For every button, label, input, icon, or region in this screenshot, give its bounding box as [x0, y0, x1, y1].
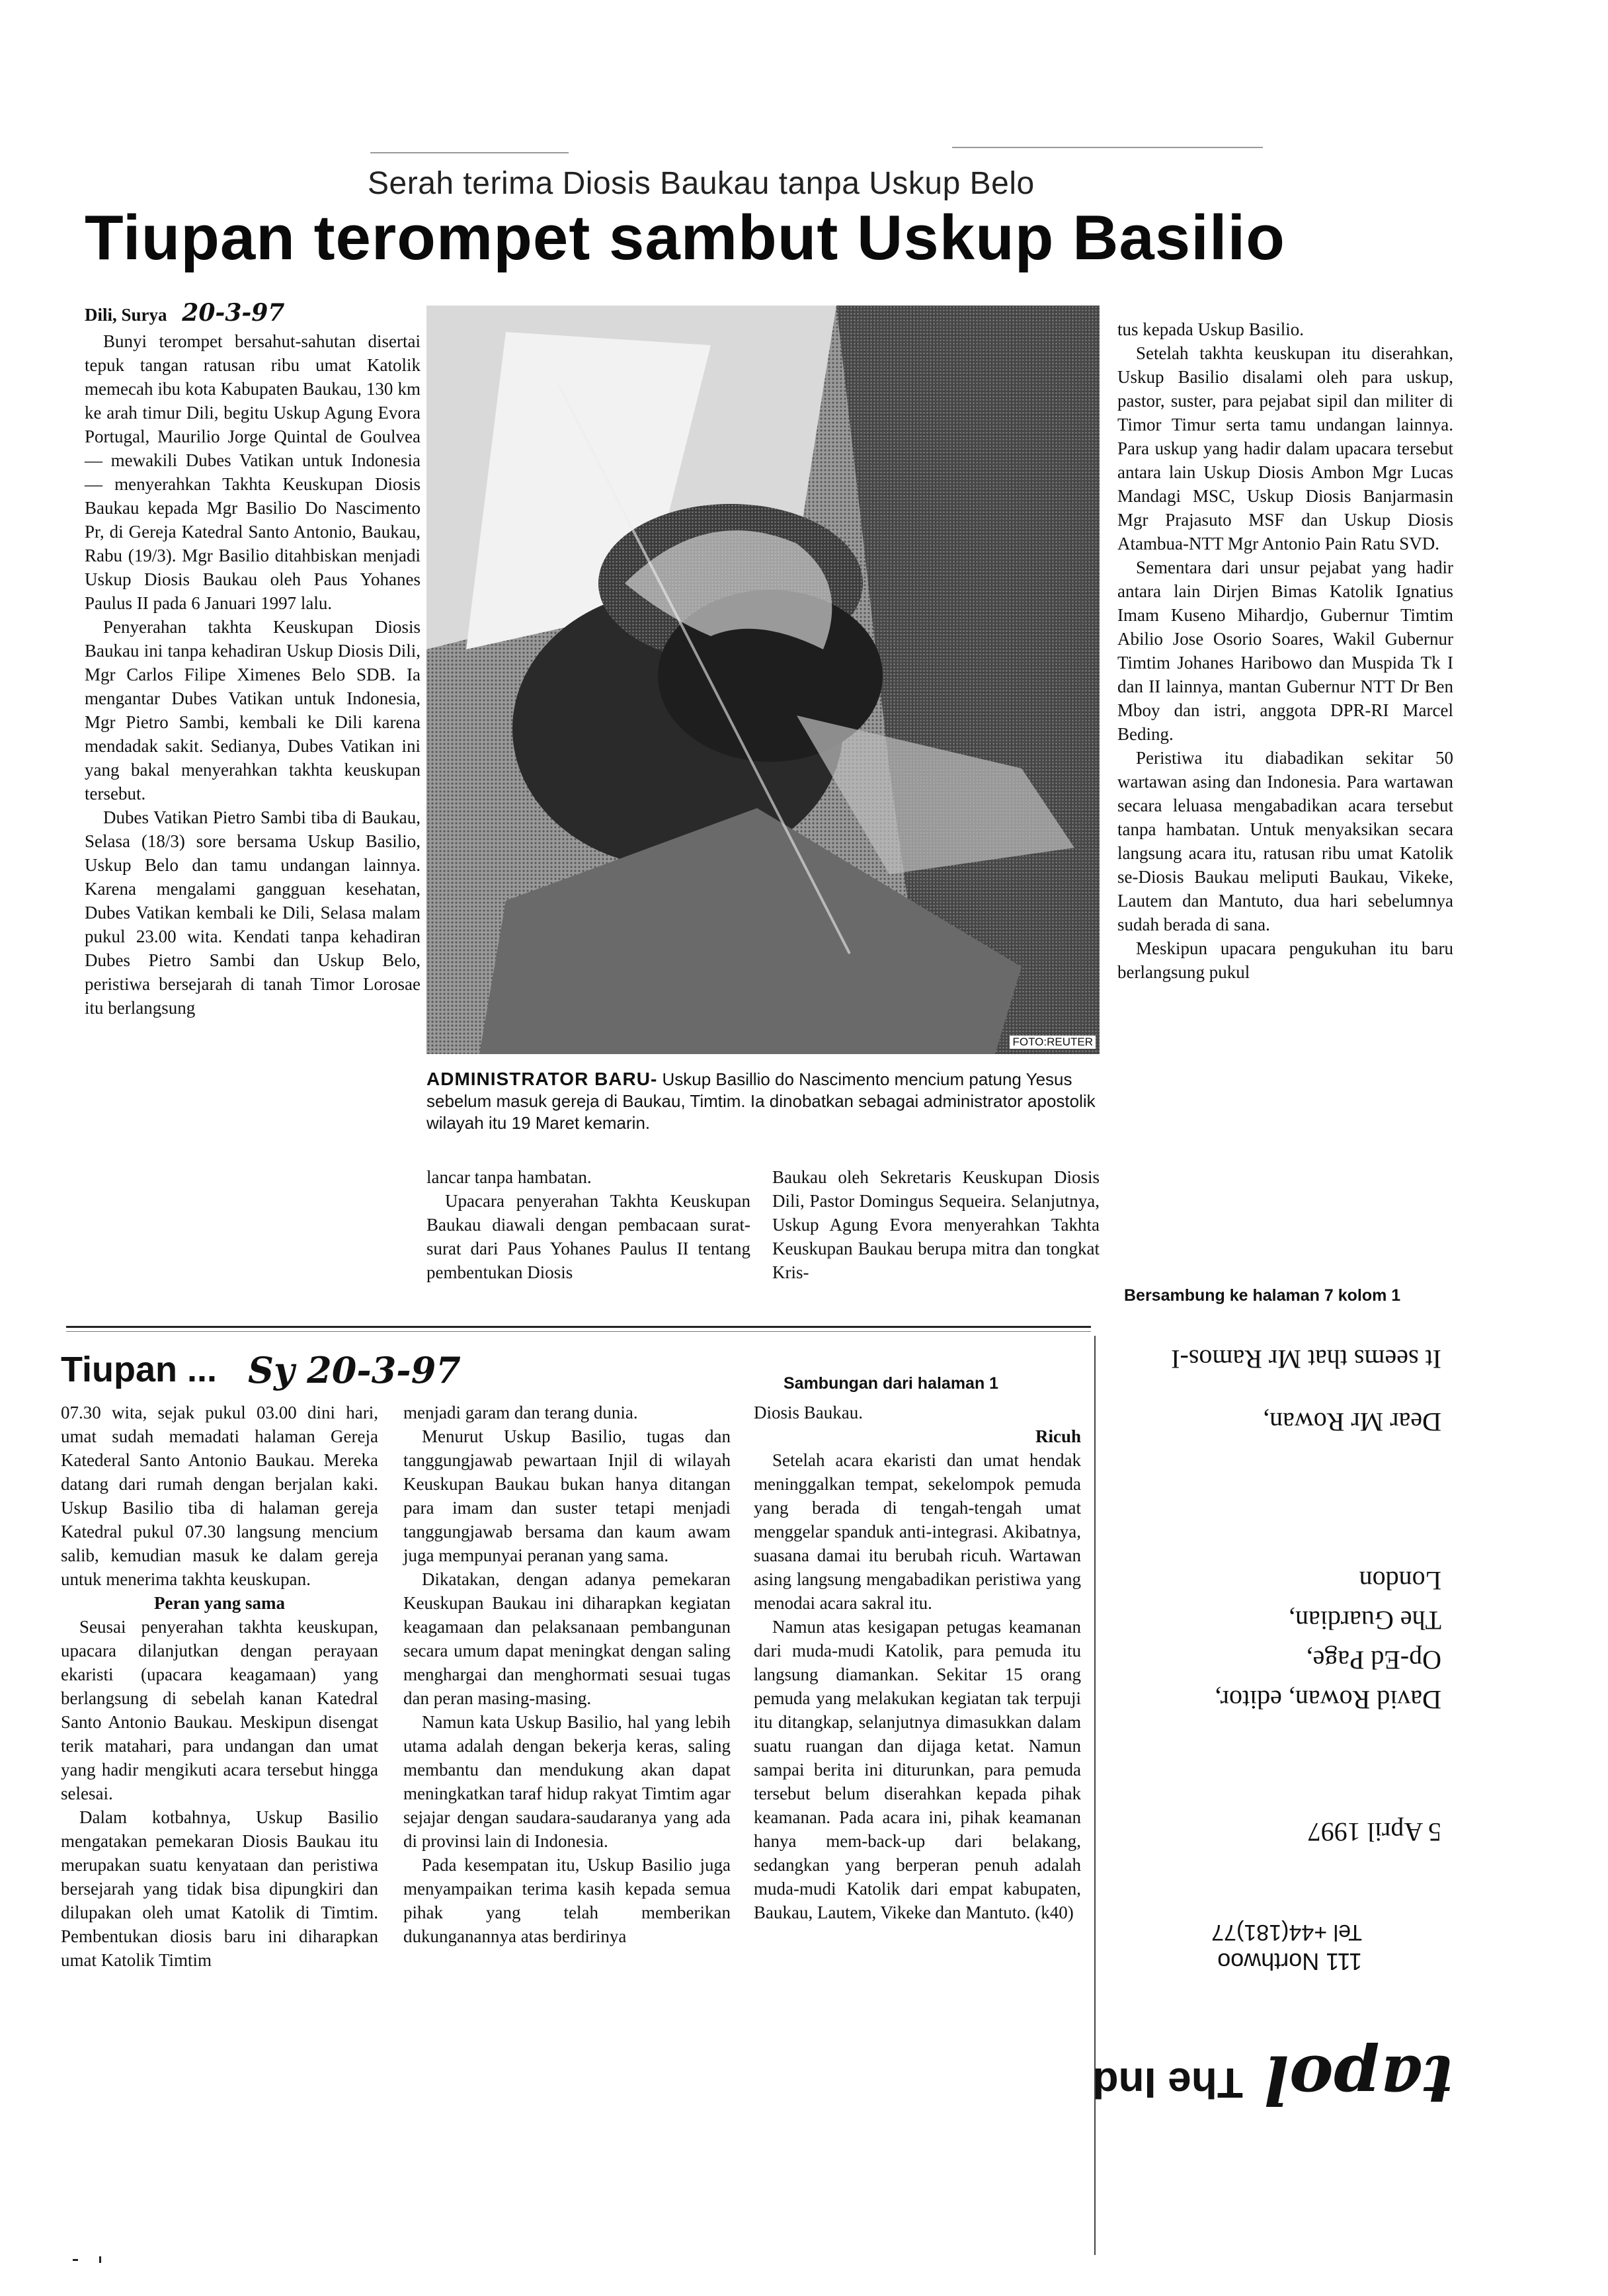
paragraph: Pada kesempatan itu, Uskup Basilio juga menyampaikan terima kasih kepada semua pihak yang telah memberikan dukunganannya atas berdirinya [403, 1855, 731, 1946]
paragraph: Upacara penyerahan Takhta Keuskupan Baukau diawali dengan pembacaan surat-surat dari Paus Yohanes Paulus II tentang pembentukan Diosis [426, 1191, 750, 1282]
article2-col1 [61, 1401, 378, 1972]
paragraph: Namun kata Uskup Basilio, hal yang lebih utama adalah dengan bekerja keras, saling membantu dan mendukung akan dapat meningkatkan taraf hidup rakyat Timtim agar sejajar dengan saudara-saudaranya yang ada di provinsi lain di Indonesia. [403, 1712, 731, 1851]
article-separator-thin [66, 1331, 1091, 1332]
letter-line1: It seems that Mr Ramos-I [1171, 1344, 1441, 1374]
photo-caption [426, 1068, 1100, 1134]
paragraph: Diosis Baukau. [754, 1403, 863, 1422]
paragraph: Seusai penyerahan takhta keuskupan, upacara dilanjutkan dengan perayaan ekaristi (upacara keagamaan) yang berlangsung di sebelah kanan Katedral Santo Antonio Baukau. Meskipun disengat terik matahari, para undangan dan umat yang hadir mengikuti acara tersebut hingga selesai. [61, 1617, 378, 1803]
paragraph: Dikatakan, dengan adanya pemekaran Keuskupan Baukau ini diharapkan kegiatan keagamaan dan pelaksanaan pembangunan secara umum dapat meningkat dengan saling menghargai dan menghormati sesuai tugas dan peran masing-masing. [403, 1569, 731, 1708]
photo-credit: FOTO:REUTER [1010, 1036, 1096, 1049]
paragraph: Bunyi terompet bersahut-sahutan disertai tepuk tangan ratusan ribu umat Katolik memecah ibu kota Kabupaten Baukau, 130 km ke arah timur Dili, begitu Uskup Agung Evora Portugal, Maurilio Jorge Quintal de Goulvea — mewakili Dubes Vatikan untuk Indonesia — menyerahkan Takhta Keuskupan Diosis Baukau kepada Mgr Basilio Do Nascimento Pr, di Gereja Katedral Santo Antonio, Baukau, Rabu (19/3). Mgr Basilio ditahbiskan menjadi Uskup Diosis Baukau oleh Paus Yohanes Paulus II pada 6 Januari 1997 lalu. [85, 331, 421, 613]
letter-address-editor: David Rowan, editor, [1215, 1685, 1441, 1715]
paragraph: Dubes Vatikan Pietro Sambi tiba di Baukau, Selasa (18/3) sore bersama Uskup Basilio, Uskup Belo dan tamu undangan lainnya. Karena mengalami gangguan kesehatan, Dubes Vatikan kembali ke Dili, Selasa malam pukul 23.00 wita. Kendati tanpa kehadiran Dubes Pietro Sambi dan Uskup Belo, peristiwa bersejarah di tanah Timor Lorosae itu berlangsung [85, 807, 421, 1018]
news-photo [426, 306, 1100, 1054]
subhead-ricuh: Ricuh [1035, 1426, 1081, 1446]
letter-date: 5 April 1997 [1307, 1817, 1441, 1847]
article2-title: Tiupan ... [61, 1350, 218, 1389]
paragraph: Setelah acara ekaristi dan umat hendak meninggalkan tempat, sekelompok pemuda yang berada di tengah-tengah umat menggelar spanduk anti-integrasi. Akibatnya, suasana damai itu berubah ricuh. Wartawan asing langsung mengabadikan peristiwa yang menodai acara sakral itu. [754, 1450, 1081, 1613]
article1-col4 [1117, 317, 1453, 984]
paragraph: tus kepada Uskup Basilio. [1117, 319, 1304, 339]
letter-address-guardian: The Guardian, [1288, 1606, 1441, 1635]
paragraph: Baukau oleh Sekretaris Keuskupan Diosis Dili, Pastor Domingus Sequeira. Selanjutnya, Uskup Agung Evora menyerahkan Takhta Keuskupan Baukau berupa mitra dan tongkat Kris- [772, 1167, 1100, 1282]
article-separator [66, 1326, 1091, 1328]
article2-col2 [403, 1401, 731, 1948]
letter-street: 111 Northwoo [1217, 1948, 1362, 1975]
speck [73, 2259, 78, 2261]
letter-salutation: Dear Mr Rowan, [1263, 1407, 1441, 1437]
paragraph: Setelah takhta keuskupan itu diserahkan, Uskup Basilio disalami oleh para uskup, pastor, suster, para pejabat sipil dan militer di Timor Timur serta tamu undangan lainnya. Para uskup yang hadir dalam upacara tersebut antara lain Uskup Diosis Ambon Mgr Lucas Mandagi MSC, Uskup Diosis Banjarmasin Mgr Prajasuto MSF dan Uskup Diosis Atambua-NTT Mgr Antonio Pain Ratu SVD. [1117, 343, 1453, 554]
article1-col3 [772, 1165, 1100, 1284]
letter-masthead: The Ind [1092, 2059, 1243, 2107]
subhead-peran: Peran yang sama [154, 1593, 285, 1613]
article1-col1 [85, 329, 421, 1020]
dateline-source: Dili, Surya [85, 305, 167, 325]
letter-signature: tapol [1264, 2041, 1453, 2119]
paragraph: Meskipun upacara pengukuhan itu baru berlangsung pukul [1117, 938, 1453, 982]
caption-lead: ADMINISTRATOR BARU- [426, 1069, 658, 1089]
article2-col3 [754, 1401, 1081, 1924]
paragraph: Peristiwa itu diabadikan sekitar 50 wartawan asing dan Indonesia. Para wartawan secara leluasa mengabadikan acara tersebut tanpa hambatan. Untuk menyaksikan secara langsung acara itu, ratusan ribu umat Katolik se-Diosis Baukau meliputi Baukau, Vikeke, Lautem dan Mantuto, dua hari sebelumnya sudah berada di sana. [1117, 748, 1453, 934]
top-rule-left [370, 152, 569, 153]
paragraph: lancar tanpa hambatan. [426, 1167, 592, 1187]
handwritten-date: 20-3-97 [182, 299, 285, 327]
speck [99, 2256, 101, 2263]
paragraph: Menurut Uskup Basilio, tugas dan tanggungjawab pewartaan Injil di wilayah Keuskupan Baukau bukan hanya ditangan para imam dan suster tetapi menjadi tanggungjawab bersama dan kaum awam juga mempunyai peranan yang sama. [403, 1426, 731, 1565]
article2-continued-from: Sambungan dari halaman 1 [784, 1374, 999, 1393]
paragraph: Namun atas kesigapan petugas keamanan dari muda-mudi Katolik, para pemuda itu langsung diamankan. Sekitar 15 orang pemuda yang melakukan kegiatan tak terpuji itu ditangkap, selanjutnya dimasukkan dalam suatu ruangan dan dijaga ketat. Namun sampai berita ini diturunkan, para pemuda tersebut belum diserahkan kepada pihak keamanan. Pada acara ini, pihak keamanan hanya mem-back-up dari belakang, sedangkan yang berperan penuh adalah muda-mudi Katolik dari empat kabupaten, Baukau, Lautem, Vikeke dan Mantuto. (k40) [754, 1617, 1081, 1922]
letter-tel: Tel +44(181)77 [1211, 1920, 1362, 1945]
letter-address-london: London [1359, 1566, 1441, 1596]
paragraph: Dalam kotbahnya, Uskup Basilio mengatakan pemekaran Diosis Baukau itu merupakan suatu kenyataan dan peristiwa bersejarah yang tidak bisa dipungkiri dan dilupakan oleh umat Katolik di Timtim. Pembentukan diosis baru ini diharapkan umat Katolik Timtim [61, 1807, 378, 1970]
dateline [85, 299, 284, 327]
caption-body: Uskup Basillio do Nascimento mencium patung Yesus sebelum masuk gereja di Baukau, Timtim. Ia dinobatkan sebagai administrator apostolik wilayah itu 19 Maret kemarin. [426, 1069, 1096, 1133]
headline: Tiupan terompet sambut Uskup Basilio [85, 202, 1285, 273]
paragraph: 07.30 wita, sejak pukul 03.00 dini hari, umat sudah memadati halaman Gereja Katederal Santo Antonio Baukau. Mereka datang dari rumah dengan berjalan kaki. Uskup Basilio tiba di halaman gereja Katedral pukul 07.30 langsung mencium salib, kemudian masuk ke dalam gereja untuk menerima takhta keuskupan. [61, 1403, 378, 1589]
letter-address-oped: Op-Ed Page, [1306, 1645, 1441, 1675]
continued-note: Bersambung ke halaman 7 kolom 1 [1124, 1286, 1401, 1305]
top-rule-right [952, 147, 1263, 148]
photo-illustration [426, 306, 1100, 1054]
article1-col2 [426, 1165, 750, 1284]
paragraph: Penyerahan takhta Keuskupan Diosis Baukau ini tanpa kehadiran Uskup Diosis Dili, Mgr Carlos Filipe Ximenes Belo SDB. Ia mengantar Dubes Vatikan untuk Indonesia, Mgr Pietro Sambi, kembali ke Dili karena mendadak sakit. Sedianya, Dubes Vatikan ini yang bakal menyerahkan takhta keuskupan tersebut. [85, 617, 421, 803]
paragraph: Sementara dari unsur pejabat yang hadir antara lain Dirjen Bimas Katolik Ignatius Imam Kuseno Mihardjo, Gubernur Timtim Abilio Jose Osorio Soares, Wakil Gubernur Timtim Johanes Haribowo dan Muspida Tk I dan II lainnya, mantan Gubernur NTT Dr Ben Mboy dan istri, anggota DPR-RI Marcel Beding. [1117, 557, 1453, 744]
paragraph: menjadi garam dan terang dunia. [403, 1403, 638, 1422]
kicker: Serah terima Diosis Baukau tanpa Uskup Belo [368, 166, 1035, 201]
letter-edge-rule [1094, 1336, 1096, 2255]
article2-handwritten: Sy 20-3-97 [248, 1349, 461, 1391]
